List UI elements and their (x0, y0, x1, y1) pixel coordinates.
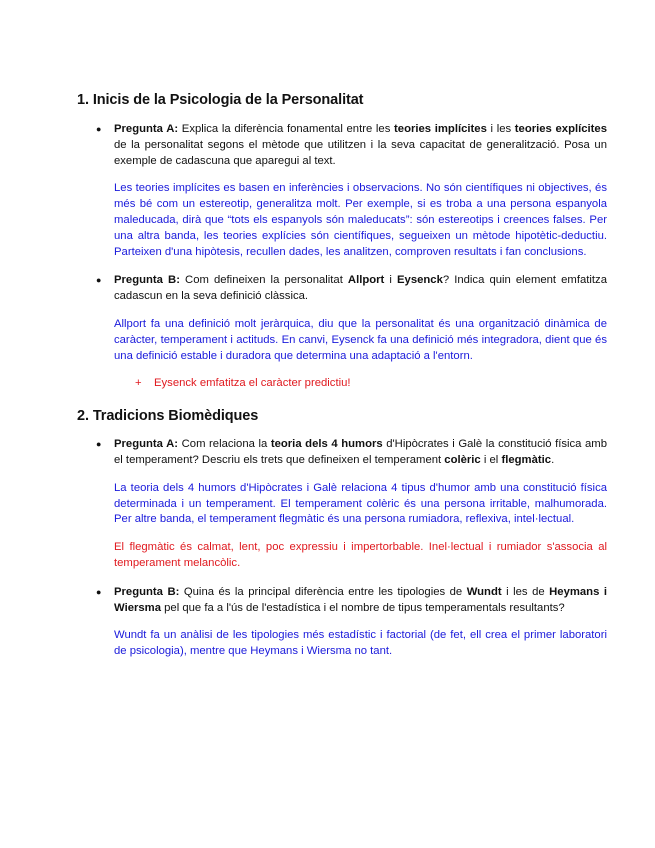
question-term: teories implícites (394, 123, 487, 135)
answer-1a: Les teories implícites es basen en inferències i observacions. No són científiques ni objectives, és més bé com un estereotip, generalitza molt. Per exemple, si es troba a una persona espanyola maleducada, dirà que “tots els espanyols són maleducats”: són estereotips i creences falses. Per una altra banda, les teories explícies són científiques, segueixen un mètode hipotètic-deductiu. Parteixen d'una hipòtesis, recullen dades, les analitzen, comproven resultats i fan conclusions. (114, 182, 607, 258)
question-text: ? Indica quin element emfatitza cadascun en la seva definició clàssica. (114, 274, 607, 303)
question-text: i (384, 274, 397, 287)
question-text: i el (480, 453, 502, 466)
question-text: d'Hipòcrates i Galè la constitució física amb el temperament? Descriu els trets que defineixen el temperament (114, 438, 607, 466)
question-text: . (551, 453, 555, 466)
question-1a (96, 122, 607, 169)
bullet-icon: ● (96, 439, 102, 450)
question-label: Pregunta B: (114, 274, 180, 287)
note-text: Eysenck emfatitza el caràcter predictiu! (154, 377, 351, 390)
question-term: teories explícites (514, 123, 607, 135)
question-1b (96, 273, 607, 305)
section-2-heading: 2. Tradicions Biomèdiques (77, 408, 259, 425)
question-text: i les (486, 123, 515, 135)
question-text: de la personalitat segons el mètode que utilitzen i la seva capacitat de generalització. Posa un exemple de cadascuna que aparegui al text. (114, 138, 607, 167)
question-text: Com defineixen la personalitat (179, 274, 348, 287)
question-2b (96, 585, 607, 617)
question-text: i les de (501, 585, 550, 598)
bullet-icon: ● (96, 275, 102, 286)
section-1-questions-b (77, 273, 607, 305)
question-term: Allport (347, 274, 385, 287)
section-1-heading: 1. Inicis de la Psicologia de la Personalitat (77, 92, 364, 108)
note-2a: El flegmàtic és calmat, lent, poc expressiu i impertorbable. Inel·lectual i rumiador s'associa al temperament melancòlic. (114, 541, 607, 569)
question-text: Com relaciona la (178, 438, 271, 451)
question-2a (96, 437, 607, 469)
plus-icon: + (135, 377, 142, 390)
question-term: flegmàtic (501, 453, 552, 466)
question-label: Pregunta A: (114, 438, 179, 451)
question-term: teoria dels 4 humors (270, 438, 383, 451)
note-list-1b (77, 376, 607, 392)
question-text: Explica la diferència fonamental entre les (178, 123, 395, 135)
question-term: colèric (444, 453, 481, 466)
bullet-icon: ● (96, 586, 102, 597)
answer-2b: Wundt fa un anàlisi de les tipologies més estadístic i factorial (de fet, ell crea el primer laboratori de psicologia), mentre que Heymans i Wiersma no tant. (114, 629, 607, 658)
section-2-questions (77, 437, 607, 469)
question-label: Pregunta A: (114, 123, 179, 135)
note-1b (135, 376, 607, 392)
answer-1b: Allport fa una definició molt jeràrquica, diu que la personalitat és una organització dinàmica de caràcter, temperament i actituds. En canvi, Eysenck fa una definició més integradora, dient que és una definició estable i duradora que determina una adaptació a l'entorn. (114, 317, 607, 362)
section-2-questions-b (77, 585, 607, 617)
question-label: Pregunta B: (114, 585, 180, 598)
section-1-questions (77, 122, 607, 169)
question-text: Quina és la principal diferència entre les tipologies de (179, 585, 467, 598)
bullet-icon: ● (96, 124, 102, 134)
question-term: Eysenck (397, 274, 443, 287)
answer-2a: La teoria dels 4 humors d'Hipòcrates i Galè relaciona 4 tipus d'humor amb una constitució física determinada i un temperament. El temperament colèric és una persona irritable, malhumorada. Per altre banda, el temperament flegmàtic és una persona rumiadora, reflexiva, intel·lectual. (114, 481, 607, 526)
question-text: pel que fa a l'ús de l'estadística i el nombre de tipus temperamentals resultants? (161, 601, 565, 614)
question-term: Wundt (466, 585, 502, 598)
question-term: Heymans i Wiersma (114, 585, 607, 614)
